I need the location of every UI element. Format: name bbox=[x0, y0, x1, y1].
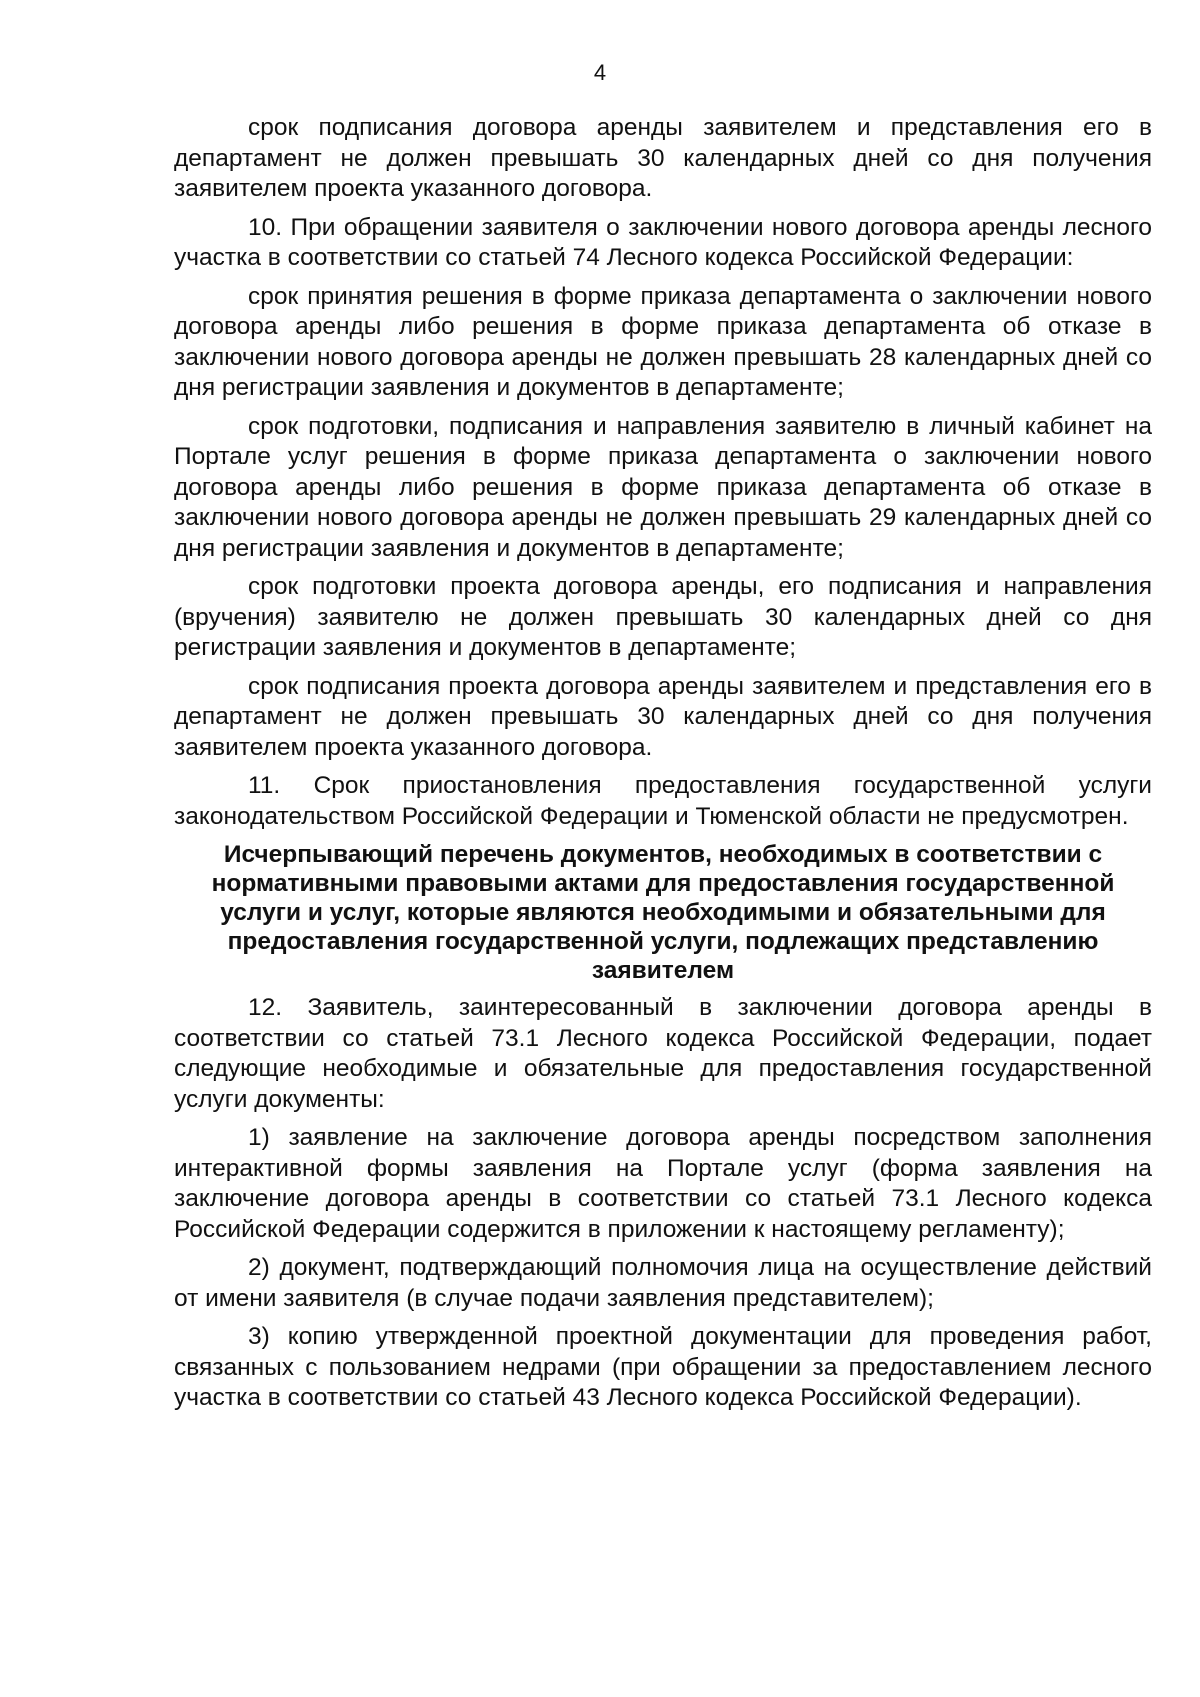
paragraph-item-12: 12. Заявитель, заинтересованный в заключении договора аренды в соответствии со статьей 73.1 Лесного кодекса Российской Федерации, подает следующие необходимые и обязательные для предоставления государственной услуги документы: bbox=[174, 994, 1152, 1113]
section-heading: Исчерпывающий перечень документов, необходимых в соответствии с нормативными правовыми актами для предоставления государственной услуги и услуг, которые являются необходимыми и обязательными для предоставления государственной услуги, подлежащих представлению заявителем bbox=[211, 841, 1115, 984]
paragraph-doc-1: 1) заявление на заключение договора аренды посредством заполнения интерактивной формы заявления на Портале услуг (форма заявления на заключение договора аренды в соответствии со статьей 73.1 Лесного кодекса Российской Федерации содержится в приложении к настоящему регламенту); bbox=[174, 1124, 1152, 1243]
paragraph-signing-term: срок подписания договора аренды заявителем и представления его в департамент не должен превышать 30 календарных дней со дня получения заявителем проекта указанного договора. bbox=[174, 114, 1152, 202]
paragraph-draft-signing-term: срок подписания проекта договора аренды заявителем и представления его в департамент не должен превышать 30 календарных дней со дня получения заявителем проекта указанного договора. bbox=[174, 672, 1152, 761]
paragraph-doc-2: 2) документ, подтверждающий полномочия лица на осуществление действий от имени заявителя (в случае подачи заявления представителем); bbox=[174, 1254, 1152, 1312]
paragraph-preparation-term: срок подготовки, подписания и направления заявителю в личный кабинет на Портале услуг решения в форме приказа департамента о заключении нового договора аренды либо решения в форме приказа департамента об отказе в заключении нового договора аренды не должен превышать 29 календарных дней со дня регистрации заявления и документов в департаменте; bbox=[174, 412, 1152, 562]
document-body bbox=[174, 113, 1152, 1422]
page-number: 4 bbox=[593, 60, 607, 85]
paragraph-item-11: 11. Срок приостановления предоставления государственной услуги законодательством Российской Федерации и Тюменской области не предусмотрен. bbox=[174, 772, 1152, 830]
paragraph-draft-term: срок подготовки проекта договора аренды, его подписания и направления (вручения) заявителю не должен превышать 30 календарных дней со дня регистрации заявления и документов в департаменте; bbox=[174, 573, 1152, 661]
paragraph-doc-3: 3) копию утвержденной проектной документации для проведения работ, связанных с пользованием недрами (при обращении за предоставлением лесного участка в соответствии со статьей 43 Лесного кодекса Российской Федерации). bbox=[174, 1323, 1152, 1411]
paragraph-decision-term: срок принятия решения в форме приказа департамента о заключении нового договора аренды либо решения в форме приказа департамента об отказе в заключении нового договора аренды не должен превышать 28 календарных дней со дня регистрации заявления и документов в департаменте; bbox=[174, 282, 1152, 401]
paragraph-item-10: 10. При обращении заявителя о заключении нового договора аренды лесного участка в соответствии со статьей 74 Лесного кодекса Российской Федерации: bbox=[174, 213, 1152, 271]
